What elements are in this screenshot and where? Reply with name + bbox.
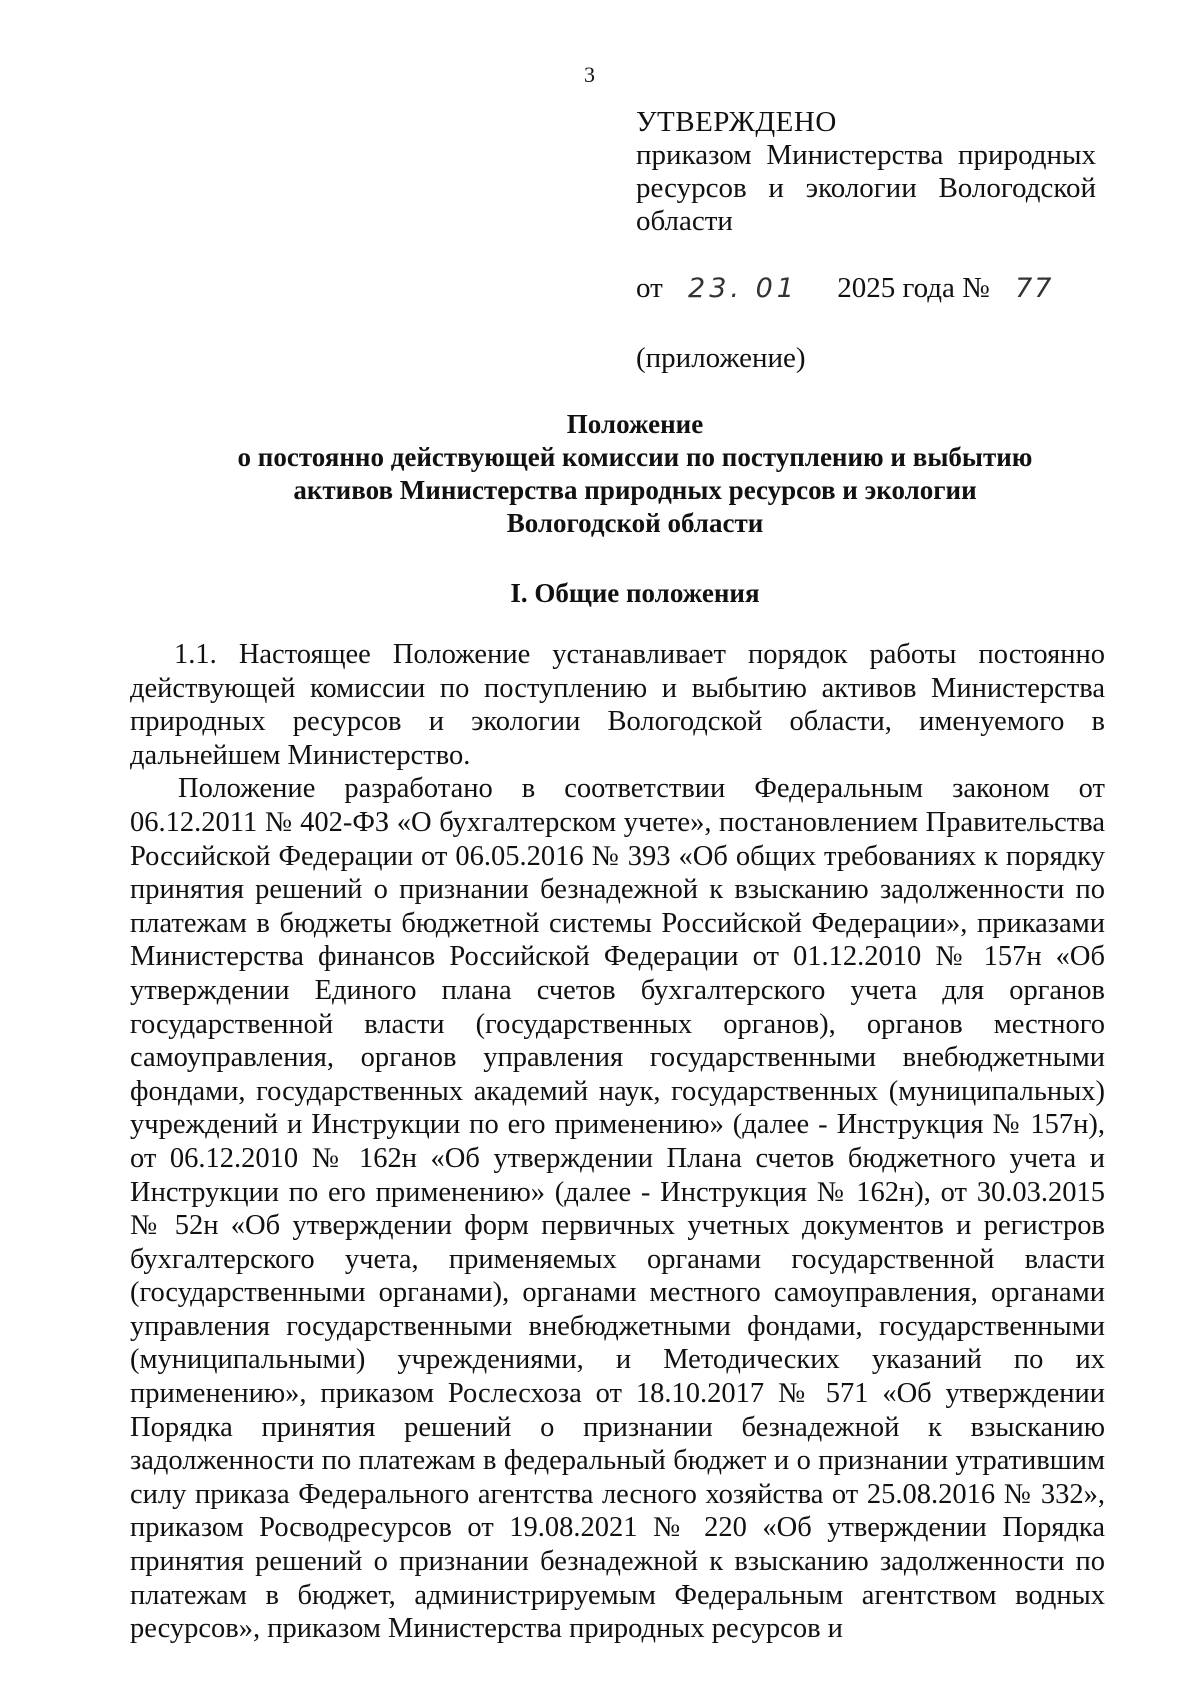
order-date-line [636, 272, 1053, 305]
document-title [160, 408, 1110, 540]
paragraph-legal-basis: Положение разработано в соответствии Федеральным законом от 06.12.2011 № 402-ФЗ «О бухгалтерском учете», постановлением Правительства Российской Федерации от 06.05.2016 № 393 «Об общих требованиях к порядку принятия решений о признании безнадежной к взысканию задолженности по платежам в бюджеты бюджетной системы Российской Федерации», приказами Министерства финансов Российской Федерации от 01.12.2010 № 157н «Об утверждении Единого плана счетов бухгалтерского учета для органов государственной власти (государственных органов), органов местного самоуправления, органов управления государственными внебюджетными фондами, государственных академий наук, государственных (муниципальных) учреждений и Инструкции по его применению» (далее - Инструкция № 157н), от 06.12.2010 № 162н «Об утверждении Плана счетов бюджетного учета и Инструкции по его применению» (далее - Инструкция № 162н), от 30.03.2015 № 52н «Об утверждении форм первичных учетных документов и регистров бухгалтерского учета, применяемых органами государственной власти (государственными органами), органами местного самоуправления, органами управления государственными внебюджетными фондами, государственными (муниципальными) учреждениями, и Методических указаний по их применению», приказом Рослесхоза от 18.10.2017 № 571 «Об утверждении Порядка принятия решений о признании безнадежной к взысканию задолженности по платежам в федеральный бюджет и о признании утратившим силу приказа Федерального агентства лесного хозяйства от 25.08.2016 № 332», приказом Росводресурсов от 19.08.2021 № 220 «Об утверждении Порядка принятия решений о признании безнадежной к взысканию задолженности по платежам в бюджет, администрируемым Федеральным агентством водных ресурсов», приказом Министерства природных ресурсов и [130, 773, 1105, 1645]
approved-label: УТВЕРЖДЕНО [636, 106, 837, 138]
handwritten-order-number: 77 [1015, 273, 1054, 304]
appendix-note: (приложение) [636, 342, 806, 374]
title-line-1: Положение [566, 409, 704, 439]
title-line-3: активов Министерства природных ресурсов и экологии [293, 475, 977, 505]
date-prefix: от [636, 272, 663, 304]
paragraph-1-1: 1.1. Настоящее Положение устанавливает порядок работы постоянно действующей комиссии по поступлению и выбытию активов Министерства природных ресурсов и экологии Вологодской области, именуемого в дальнейшем Министерство. [130, 639, 1105, 771]
title-line-4: Вологодской области [506, 508, 764, 538]
year-text: 2025 года № [837, 272, 990, 304]
approving-order-text: приказом Министерства природных ресурсов и экологии Вологодской области [636, 139, 1096, 237]
body-text [130, 638, 1105, 1646]
section-heading: I. Общие положения [510, 578, 760, 608]
approval-stamp [636, 106, 1096, 238]
page-number: 3 [584, 62, 595, 87]
handwritten-date: 23. 01 [688, 273, 798, 304]
title-line-2: о постоянно действующей комиссии по поступлению и выбытию [237, 442, 1033, 472]
